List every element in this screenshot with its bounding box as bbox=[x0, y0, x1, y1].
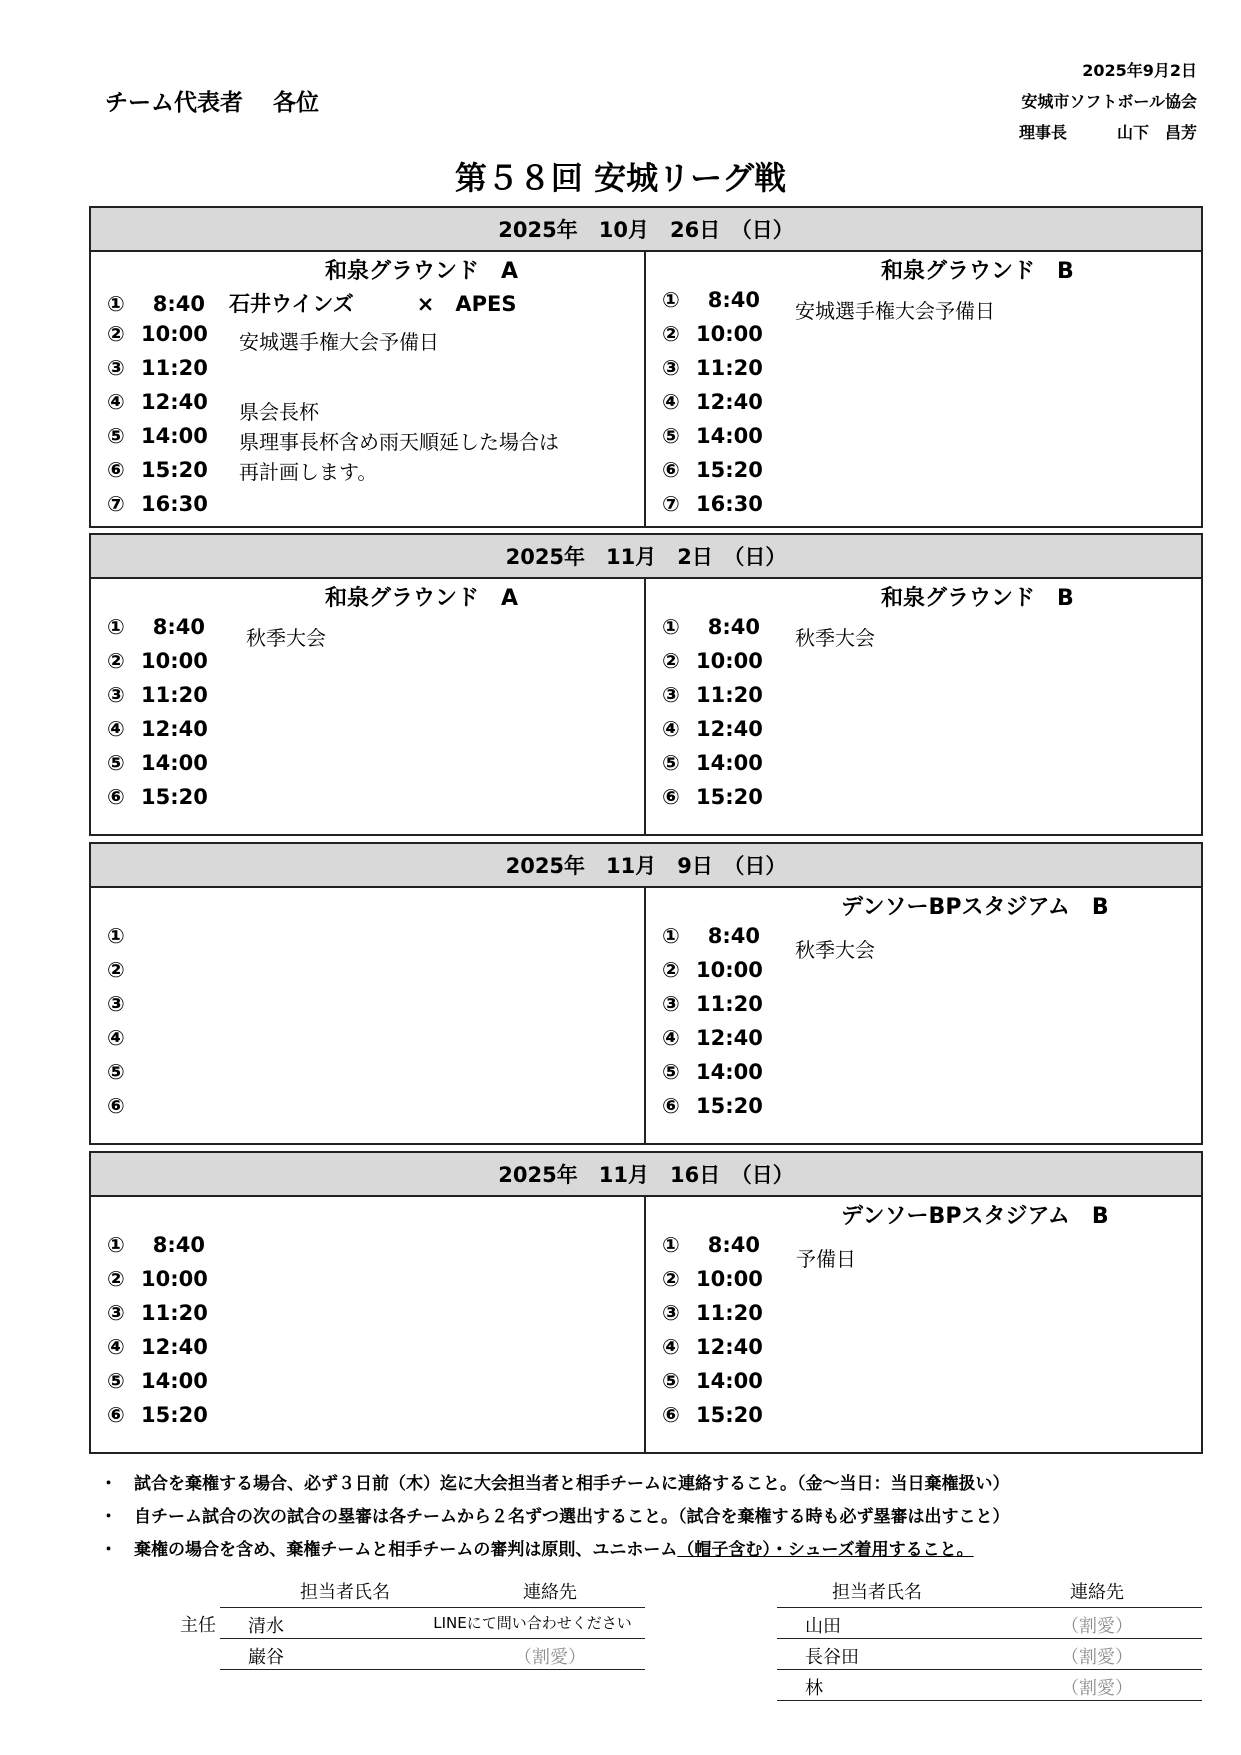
time-slot bbox=[662, 717, 763, 747]
divider bbox=[777, 1700, 1202, 1701]
organization-name: 安城市ソフトボール協会 bbox=[1021, 92, 1197, 111]
contact-header-name: 担当者氏名 bbox=[300, 1582, 390, 1603]
addressee-label: チーム代表者 bbox=[105, 90, 243, 116]
slot-time: 11:20 bbox=[141, 1301, 208, 1325]
time-slot bbox=[107, 356, 208, 386]
slot-number: ② bbox=[662, 1267, 680, 1291]
slot-time: 16:30 bbox=[141, 492, 208, 516]
time-slot bbox=[662, 288, 760, 318]
contact-table-left bbox=[180, 1578, 645, 1688]
time-slot bbox=[107, 683, 208, 713]
time-slot bbox=[662, 649, 763, 679]
slot-number: ① bbox=[107, 1233, 125, 1257]
time-slot bbox=[107, 1233, 205, 1263]
time-slot bbox=[662, 785, 763, 815]
slot-number: ⑥ bbox=[107, 1094, 125, 1118]
slot-number: ③ bbox=[662, 356, 680, 380]
contact-header-contact: 連絡先 bbox=[523, 1582, 577, 1603]
slot-time: 15:20 bbox=[696, 1403, 763, 1427]
time-slot bbox=[662, 1026, 763, 1056]
slot-number: ⑤ bbox=[107, 1060, 125, 1084]
slot-time: 10:00 bbox=[696, 322, 763, 346]
time-slot bbox=[662, 751, 763, 781]
schedule-date-header: 2025年 10月 26日 （日） bbox=[91, 208, 1201, 252]
time-slot bbox=[662, 1301, 763, 1331]
slot-time: 11:20 bbox=[696, 356, 763, 380]
slot-number: ⑥ bbox=[662, 785, 680, 809]
slot-number: ④ bbox=[662, 1335, 680, 1359]
slot-time: 14:00 bbox=[696, 424, 763, 448]
rule-text: 試合を棄権する場合、必ず３日前（木）迄に大会担当者と相手チームに連絡すること。（金～当日：当日棄権扱い） bbox=[134, 1474, 1010, 1494]
bullet: ・ bbox=[100, 1540, 117, 1560]
contact-name: 長谷田 bbox=[805, 1647, 859, 1668]
slot-number: ⑤ bbox=[662, 1060, 680, 1084]
slot-number: ⑤ bbox=[107, 424, 125, 448]
contact-value: （割愛） bbox=[1061, 1678, 1133, 1699]
venue-column-right bbox=[646, 1197, 1201, 1452]
schedule-date-header: 2025年 11月 2日 （日） bbox=[91, 535, 1201, 579]
venue-column-right bbox=[646, 888, 1201, 1143]
venue-column-right bbox=[646, 579, 1201, 834]
slot-time: 8:40 bbox=[707, 1233, 760, 1257]
venue-name: デンソーBPスタジアム B bbox=[841, 1204, 1109, 1229]
contact-value: （割愛） bbox=[1061, 1616, 1133, 1637]
slot-time: 14:00 bbox=[141, 751, 208, 775]
slot-number: ③ bbox=[662, 992, 680, 1016]
slot-number: ③ bbox=[107, 356, 125, 380]
slot-time: 14:00 bbox=[141, 424, 208, 448]
time-slot bbox=[662, 1403, 763, 1433]
slot-time: 14:00 bbox=[696, 1060, 763, 1084]
slot-time: 11:20 bbox=[696, 683, 763, 707]
time-slot bbox=[107, 751, 208, 781]
slot-number: ⑤ bbox=[662, 1369, 680, 1393]
time-slot bbox=[662, 615, 760, 645]
slot-number: ④ bbox=[662, 390, 680, 414]
rule-item bbox=[100, 1535, 974, 1560]
slot-time: 12:40 bbox=[696, 1335, 763, 1359]
contact-table-right bbox=[777, 1578, 1202, 1718]
time-slot bbox=[107, 1335, 208, 1365]
slot-time: 15:20 bbox=[696, 785, 763, 809]
time-slot bbox=[662, 458, 763, 488]
slot-number: ① bbox=[107, 924, 125, 948]
document-date: 2025年9月2日 bbox=[1082, 61, 1197, 80]
slot-number: ⑤ bbox=[107, 1369, 125, 1393]
schedule-note: 安城選手権大会予備日 bbox=[795, 299, 995, 323]
time-slot bbox=[662, 390, 763, 420]
bullet: ・ bbox=[100, 1474, 117, 1494]
venue-name: デンソーBPスタジアム B bbox=[841, 895, 1109, 920]
role-label: 主任 bbox=[180, 1615, 216, 1636]
slot-number: ④ bbox=[662, 717, 680, 741]
time-slot bbox=[107, 924, 205, 954]
slot-number: ③ bbox=[662, 683, 680, 707]
slot-number: ② bbox=[107, 322, 125, 346]
venue-column-left bbox=[91, 252, 646, 526]
slot-time: 11:20 bbox=[696, 1301, 763, 1325]
time-slot bbox=[662, 1094, 763, 1124]
slot-time: 12:40 bbox=[141, 1335, 208, 1359]
slot-time: 14:00 bbox=[141, 1369, 208, 1393]
slot-time: 8:40 bbox=[707, 615, 760, 639]
rule-item bbox=[100, 1502, 1010, 1527]
slot-time: 10:00 bbox=[696, 1267, 763, 1291]
time-slot bbox=[107, 322, 208, 352]
time-slot bbox=[107, 615, 205, 645]
slot-number: ⑥ bbox=[662, 1403, 680, 1427]
time-slot bbox=[107, 1060, 205, 1090]
slot-number: ② bbox=[107, 649, 125, 673]
slot-number: ⑥ bbox=[662, 1094, 680, 1118]
time-slot bbox=[662, 322, 763, 352]
time-slot bbox=[662, 683, 763, 713]
slot-time: 15:20 bbox=[141, 785, 208, 809]
slot-number: ⑥ bbox=[107, 458, 125, 482]
addressee-suffix: 各位 bbox=[273, 90, 319, 116]
slot-number: ② bbox=[662, 958, 680, 982]
contact-value: （割愛） bbox=[514, 1647, 586, 1668]
slot-time: 15:20 bbox=[141, 1403, 208, 1427]
contact-name: 巌谷 bbox=[248, 1647, 284, 1668]
schedule-note: 秋季大会 bbox=[795, 626, 875, 650]
schedule-day-block bbox=[89, 533, 1203, 836]
contact-name: 山田 bbox=[805, 1616, 841, 1637]
venue-column-right bbox=[646, 252, 1201, 526]
rule-text: 棄権の場合を含め、棄権チームと相手チームの審判は原則、ユニホーム bbox=[134, 1540, 678, 1560]
slot-number: ⑤ bbox=[107, 751, 125, 775]
time-slot bbox=[662, 958, 763, 988]
slot-time: 8:40 bbox=[707, 288, 760, 312]
venue-name: 和泉グラウンド A bbox=[325, 586, 519, 611]
divider bbox=[220, 1638, 645, 1639]
time-slot bbox=[662, 1233, 760, 1263]
slot-number: ④ bbox=[107, 1335, 125, 1359]
venue-column-left bbox=[91, 888, 646, 1143]
contact-value: LINEにて問い合わせください bbox=[433, 1614, 632, 1632]
page-title: 第５８回 安城リーグ戦 bbox=[454, 159, 787, 197]
time-slot bbox=[662, 1267, 763, 1297]
slot-time: 8:40 bbox=[152, 615, 205, 639]
time-slot bbox=[662, 924, 760, 954]
slot-number: ① bbox=[662, 288, 680, 312]
time-slot bbox=[662, 492, 763, 522]
slot-time: 14:00 bbox=[696, 751, 763, 775]
time-slot bbox=[662, 992, 763, 1022]
slot-number: ① bbox=[662, 924, 680, 948]
contact-name: 林 bbox=[805, 1678, 823, 1699]
venue-column-left bbox=[91, 579, 646, 834]
slot-number: ④ bbox=[107, 390, 125, 414]
time-slot bbox=[107, 1267, 208, 1297]
slot-time: 15:20 bbox=[141, 458, 208, 482]
slot-time: 15:20 bbox=[696, 1094, 763, 1118]
slot-time: 10:00 bbox=[696, 649, 763, 673]
contact-header-contact: 連絡先 bbox=[1070, 1582, 1124, 1603]
slot-number: ② bbox=[107, 1267, 125, 1291]
time-slot bbox=[107, 1369, 208, 1399]
time-slot bbox=[107, 288, 516, 318]
slot-time: 11:20 bbox=[141, 356, 208, 380]
slot-number: ⑦ bbox=[107, 492, 125, 516]
time-slot bbox=[107, 390, 208, 420]
time-slot bbox=[107, 1403, 208, 1433]
slot-number: ① bbox=[662, 615, 680, 639]
divider bbox=[220, 1607, 645, 1608]
slot-number: ① bbox=[107, 292, 125, 316]
venue-name: 和泉グラウンド A bbox=[325, 259, 519, 284]
addressee bbox=[105, 84, 319, 117]
match-pairing: 石井ウインズ × APES bbox=[229, 292, 517, 316]
slot-time: 12:40 bbox=[696, 1026, 763, 1050]
contact-value: （割愛） bbox=[1061, 1647, 1133, 1668]
slot-time: 11:20 bbox=[141, 683, 208, 707]
slot-time: 12:40 bbox=[696, 390, 763, 414]
slot-time: 10:00 bbox=[696, 958, 763, 982]
schedule-day-block bbox=[89, 842, 1203, 1145]
slot-number: ③ bbox=[662, 1301, 680, 1325]
schedule-note: 秋季大会 bbox=[795, 938, 875, 962]
divider bbox=[777, 1669, 1202, 1670]
slot-time: 8:40 bbox=[152, 1233, 205, 1257]
slot-number: ⑦ bbox=[662, 492, 680, 516]
time-slot bbox=[662, 356, 763, 386]
time-slot bbox=[662, 1060, 763, 1090]
slot-number: ② bbox=[107, 958, 125, 982]
time-slot bbox=[107, 649, 208, 679]
schedule-day-block bbox=[89, 1151, 1203, 1454]
time-slot bbox=[107, 458, 208, 488]
slot-number: ⑥ bbox=[107, 785, 125, 809]
bullet: ・ bbox=[100, 1507, 117, 1527]
slot-time: 10:00 bbox=[141, 1267, 208, 1291]
slot-number: ② bbox=[662, 322, 680, 346]
slot-number: ③ bbox=[107, 992, 125, 1016]
schedule-date-header: 2025年 11月 9日 （日） bbox=[91, 844, 1201, 888]
schedule-note: 県会長杯 県理事長杯含め雨天順延した場合は 再計画します。 bbox=[239, 400, 559, 484]
time-slot bbox=[107, 424, 208, 454]
chair-title: 理事長 bbox=[1018, 123, 1067, 142]
slot-number: ④ bbox=[107, 717, 125, 741]
time-slot bbox=[107, 958, 205, 988]
slot-number: ④ bbox=[107, 1026, 125, 1050]
contact-header-name: 担当者氏名 bbox=[832, 1582, 922, 1603]
slot-number: ⑥ bbox=[107, 1403, 125, 1427]
contact-name: 清水 bbox=[248, 1616, 284, 1637]
slot-time: 8:40 bbox=[152, 292, 205, 316]
slot-time: 12:40 bbox=[141, 390, 208, 414]
chair-name: 山下 昌芳 bbox=[1116, 123, 1197, 142]
slot-time: 11:20 bbox=[696, 992, 763, 1016]
venue-name: 和泉グラウンド B bbox=[881, 259, 1074, 284]
divider bbox=[777, 1638, 1202, 1639]
slot-time: 16:30 bbox=[696, 492, 763, 516]
time-slot bbox=[662, 1335, 763, 1365]
slot-number: ① bbox=[662, 1233, 680, 1257]
slot-number: ③ bbox=[107, 683, 125, 707]
slot-time: 12:40 bbox=[696, 717, 763, 741]
slot-time: 10:00 bbox=[141, 322, 208, 346]
slot-number: ③ bbox=[107, 1301, 125, 1325]
slot-number: ② bbox=[662, 649, 680, 673]
venue-name: 和泉グラウンド B bbox=[881, 586, 1074, 611]
slot-time: 10:00 bbox=[141, 649, 208, 673]
slot-time: 8:40 bbox=[707, 924, 760, 948]
time-slot bbox=[107, 785, 208, 815]
rule-item bbox=[100, 1469, 1010, 1494]
rule-text: 自チーム試合の次の試合の塁審は各チームから２名ずつ選出すること。（試合を棄権する時も必ず塁審は出すこと） bbox=[134, 1507, 1010, 1527]
schedule-note: 秋季大会 bbox=[246, 626, 326, 650]
time-slot bbox=[107, 992, 205, 1022]
slot-time: 12:40 bbox=[141, 717, 208, 741]
time-slot bbox=[107, 717, 208, 747]
time-slot bbox=[107, 492, 208, 522]
chair-signature bbox=[1019, 120, 1197, 143]
venue-column-left bbox=[91, 1197, 646, 1452]
rule-text-underlined: （帽子含む）・シューズ着用すること。 bbox=[677, 1540, 974, 1560]
schedule-note: 予備日 bbox=[796, 1247, 856, 1271]
slot-number: ⑥ bbox=[662, 458, 680, 482]
slot-number: ④ bbox=[662, 1026, 680, 1050]
slot-number: ① bbox=[107, 615, 125, 639]
time-slot bbox=[662, 424, 763, 454]
divider bbox=[777, 1607, 1202, 1608]
time-slot bbox=[107, 1094, 205, 1124]
divider bbox=[220, 1669, 645, 1670]
time-slot bbox=[107, 1301, 208, 1331]
time-slot bbox=[107, 1026, 205, 1056]
time-slot bbox=[662, 1369, 763, 1399]
slot-number: ⑤ bbox=[662, 751, 680, 775]
schedule-note: 安城選手権大会予備日 bbox=[239, 330, 439, 354]
slot-time: 15:20 bbox=[696, 458, 763, 482]
slot-time: 14:00 bbox=[696, 1369, 763, 1393]
schedule-date-header: 2025年 11月 16日 （日） bbox=[91, 1153, 1201, 1197]
schedule-day-block bbox=[89, 206, 1203, 528]
slot-number: ⑤ bbox=[662, 424, 680, 448]
